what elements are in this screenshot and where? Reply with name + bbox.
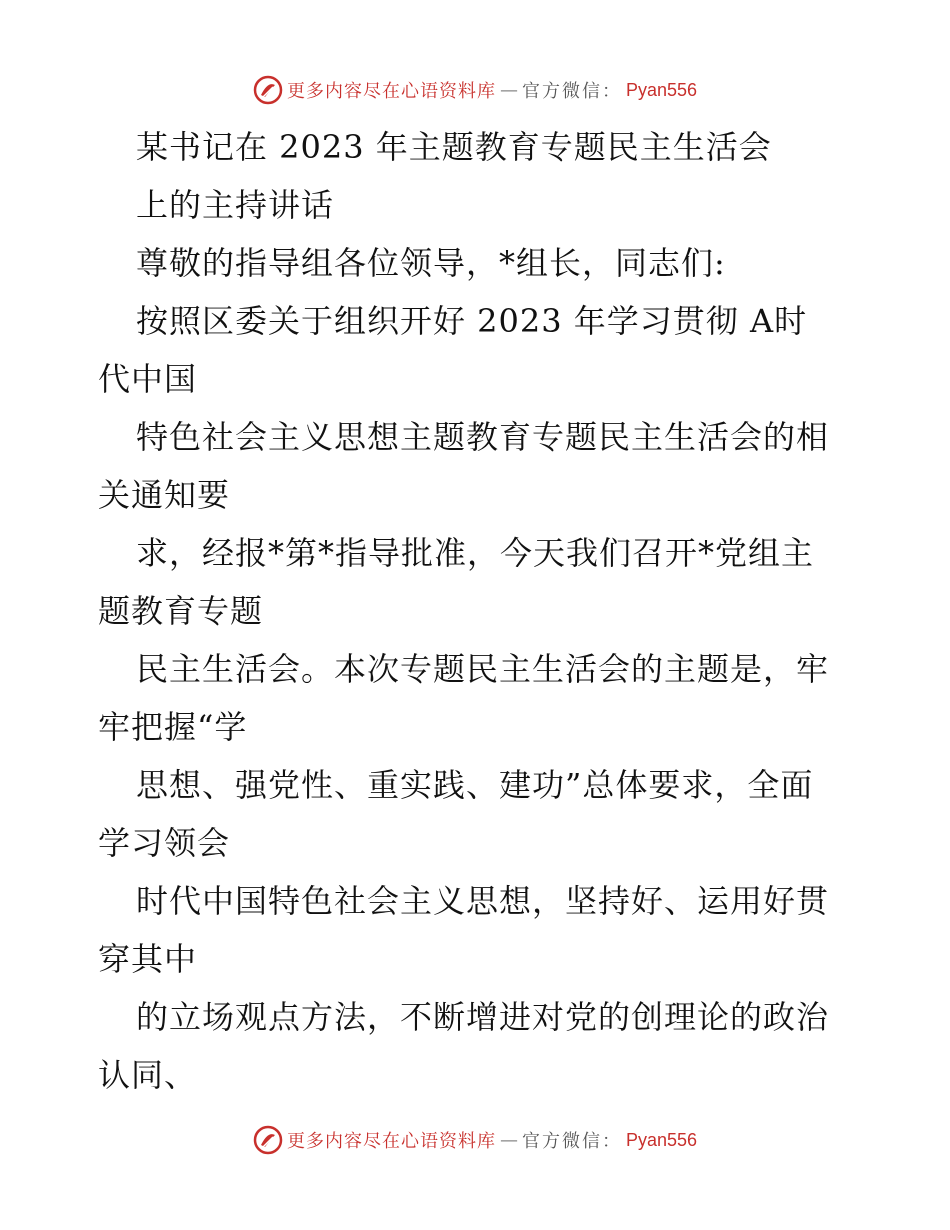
page-footer (0, 1122, 950, 1158)
paragraph-line: 牢把握“学 (98, 708, 248, 746)
paragraph-line: 题教育专题 (98, 592, 264, 630)
paragraph-line: 特色社会主义思想主题教育专题民主生活会的相 (136, 418, 830, 456)
paragraph-line: 代中国 (98, 360, 198, 398)
header-wechat-id: Pyan556 (625, 79, 698, 100)
document-title-line-1: 某书记在 2023 年主题教育专题民主生活会 (136, 128, 772, 166)
footer-banner (253, 1125, 697, 1155)
paragraph-line: 的立场观点方法，不断增进对党的创理论的政治 (136, 998, 830, 1036)
footer-official-label: 官方微信： (521, 1131, 622, 1152)
footer-site-text: 更多内容尽在心语资料库 (286, 1131, 496, 1152)
document-body (98, 118, 858, 1104)
header-official-label: 官方微信： (521, 81, 622, 102)
paragraph-line: 学习领会 (98, 824, 231, 862)
header-site-text: 更多内容尽在心语资料库 (286, 81, 496, 102)
footer-dash: — (499, 1129, 518, 1151)
brand-logo-icon (253, 75, 283, 105)
paragraph-line: 认同、 (98, 1056, 198, 1094)
paragraph-line: 关通知要 (98, 476, 231, 514)
paragraph-line: 按照区委关于组织开好 2023 年学习贯彻 A时 (136, 302, 808, 340)
header-dash: — (499, 79, 518, 101)
paragraph-line: 思想、强党性、重实践、建功”总体要求，全面 (136, 766, 814, 804)
document-title-line-2: 上的主持讲话 (136, 186, 335, 224)
paragraph-line: 时代中国特色社会主义思想，坚持好、运用好贯 (136, 882, 830, 920)
brand-logo-icon (253, 1125, 283, 1155)
page-header (0, 72, 950, 108)
header-banner (253, 75, 697, 105)
footer-wechat-id: Pyan556 (625, 1129, 698, 1150)
paragraph-line: 求，经报*第*指导批准，今天我们召开*党组主 (136, 534, 815, 572)
paragraph-line: 穿其中 (98, 940, 198, 978)
salutation-line: 尊敬的指导组各位领导，*组长，同志们: (136, 244, 726, 282)
paragraph-line: 民主生活会。本次专题民主生活会的主题是，牢 (136, 650, 830, 688)
